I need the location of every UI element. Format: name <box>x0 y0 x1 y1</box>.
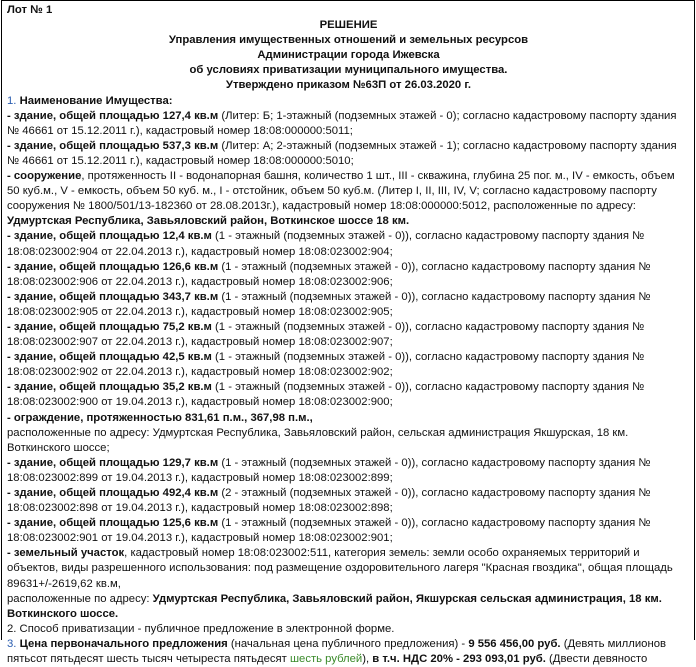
property-item: - здание, общей площадью 129,7 кв.м (1 - этажный (подземных этажей - 0)), согласно кадастровому паспорту здания № 18:08:023002:899 от 19.04.2013 г.), кадастровый номер 18:08:023002:899; <box>7 456 651 484</box>
section-3-title: Цена первоначального предложения <box>19 637 228 650</box>
property-item: - сооружение, протяженность II - водонапорная башня, количество 1 шт., III - скважина, глубина 25 пог. м., IV - емкость, объем 50 куб.м., V - емкость, объем 50 куб. м., I - отстойник, объем 50 куб.м. (Литер I, II, III, IV, V; согласно кадастровому паспорту сооружения № 1800/501/13-182360 от 28.08.2013г.), кадастровый номер 18:08:000000:5012, расположенные по адресу: Удмуртская Республика, Завьяловский район, Воткинское шоссе 18 км. <box>7 170 675 228</box>
property-list <box>7 109 690 622</box>
section-2: 2. Способ приватизации - публичное предложение в электронной форме. <box>7 622 395 635</box>
header-title: РЕШЕНИЕ <box>319 19 378 32</box>
property-address: расположенные по адресу: Удмуртская Республика, Завьяловский район, Якшурская сельская администрация, 18 км. Воткинского шоссе. <box>7 592 662 620</box>
property-item: - здание, общей площадью 42,5 кв.м (1 - этажный (подземных этажей - 0)), согласно кадастровому паспорту здания № 18:08:023002:902 от 22.04.2013 г.), кадастровый номер 18:08:023002:902; <box>7 351 645 379</box>
property-item: - земельный участок, кадастровый номер 18:08:023002:511, категория земель: земли особо охраняемых территорий и объектов, виды разрешенного использования: под размещение оздоровительного лагеря "Красная гвоздика", общая площадь 89631+/-2619,62 кв.м, <box>7 547 673 590</box>
property-item: - здание, общей площадью 537,3 кв.м (Литер: А; 2-этажный (подземных этажей - 1); согласно кадастровому паспорту здания № 46661 от 15.12.2011 г.), кадастровый номер 18:08:000000:5010; <box>7 139 677 167</box>
header-line-3: об условиях приватизации муниципального имущества. <box>189 64 508 77</box>
section-3-number: 3. <box>7 637 17 650</box>
header-line-1: Управления имущественных отношений и земельных ресурсов <box>168 34 529 47</box>
header-line-4: Утверждено приказом №63П от 26.03.2020 г. <box>225 79 472 92</box>
property-address: расположенные по адресу: Удмуртская Республика, Завьяловский район, сельская администрация Якшурская, 18 км. Воткинского шоссе; <box>7 426 629 454</box>
decision-header <box>7 18 690 93</box>
initial-price: 9 556 456,00 руб. <box>468 637 561 650</box>
section-1-number: 1. <box>7 94 17 107</box>
property-item: - здание, общей площадью 492,4 кв.м (2 - этажный (подземных этажей - 0)), согласно кадастровому паспорту здания № 18:08:023002:898 от 19.04.2013 г.), кадастровый номер 18:08:023002:898; <box>7 487 651 515</box>
property-item: - ограждение, протяженностью 831,61 п.м., 367,98 п.м., <box>7 411 313 424</box>
property-item: - здание, общей площадью 125,6 кв.м (1 - этажный (подземных этажей - 0)), согласно кадастровому паспорту здания № 18:08:023002:901 от 19.04.2013 г.), кадастровый номер 18:08:023002:901; <box>7 517 651 545</box>
section-1-heading <box>7 94 690 109</box>
property-item: - здание, общей площадью 343,7 кв.м (1 - этажный (подземных этажей - 0)), согласно кадастровому паспорту здания № 18:08:023002:905 от 22.04.2013 г.), кадастровый номер 18:08:023002:905; <box>7 290 651 318</box>
property-item: - здание, общей площадью 35,2 кв.м (1 - этажный (подземных этажей - 0)), согласно кадастровому паспорту здания № 18:08:023002:900 от 19.04.2013 г.), кадастровый номер 18:08:023002:900; <box>7 381 645 409</box>
lot-number: Лот № 1 <box>7 4 53 16</box>
header-line-2: Администрации города Ижевска <box>257 49 440 62</box>
section-1-title: Наименование Имущества: <box>19 94 173 107</box>
property-item: - здание, общей площадью 12,4 кв.м (1 - этажный (подземных этажей - 0)), согласно кадастровому паспорту здания № 18:08:023002:904 от 22.04.2013 г.), кадастровый номер 18:08:023002:904; <box>7 230 645 258</box>
property-item: - здание, общей площадью 75,2 кв.м (1 - этажный (подземных этажей - 0)), согласно кадастровому паспорту здания № 18:08:023002:907 от 22.04.2013 г.), кадастровый номер 18:08:023002:907; <box>7 320 645 349</box>
section-3: 3. Цена первоначального предложения (начальная цена публичного предложения) - 9 556 456,00 руб. (Девять миллионов пятьсот пятьдесят шесть тысяч четыреста пятьдесят шесть рублей), в т.ч. НДС 20% - 293 093,01 руб. (Двести девяносто <box>7 637 666 666</box>
vat-amount: в т.ч. НДС 20% - 293 093,01 руб. <box>372 653 546 666</box>
decision-document <box>1 0 695 666</box>
property-item: - здание, общей площадью 127,4 кв.м (Литер: Б; 1-этажный (подземных этажей - 0); согласно кадастровому паспорту здания № 46661 от 15.12.2011 г.), кадастровый номер 18:08:000000:5011; <box>7 109 677 137</box>
property-item: - здание, общей площадью 126,6 кв.м (1 - этажный (подземных этажей - 0)), согласно кадастровому паспорту здания № 18:08:023002:906 от 22.04.2013 г.), кадастровый номер 18:08:023002:906; <box>7 260 651 288</box>
